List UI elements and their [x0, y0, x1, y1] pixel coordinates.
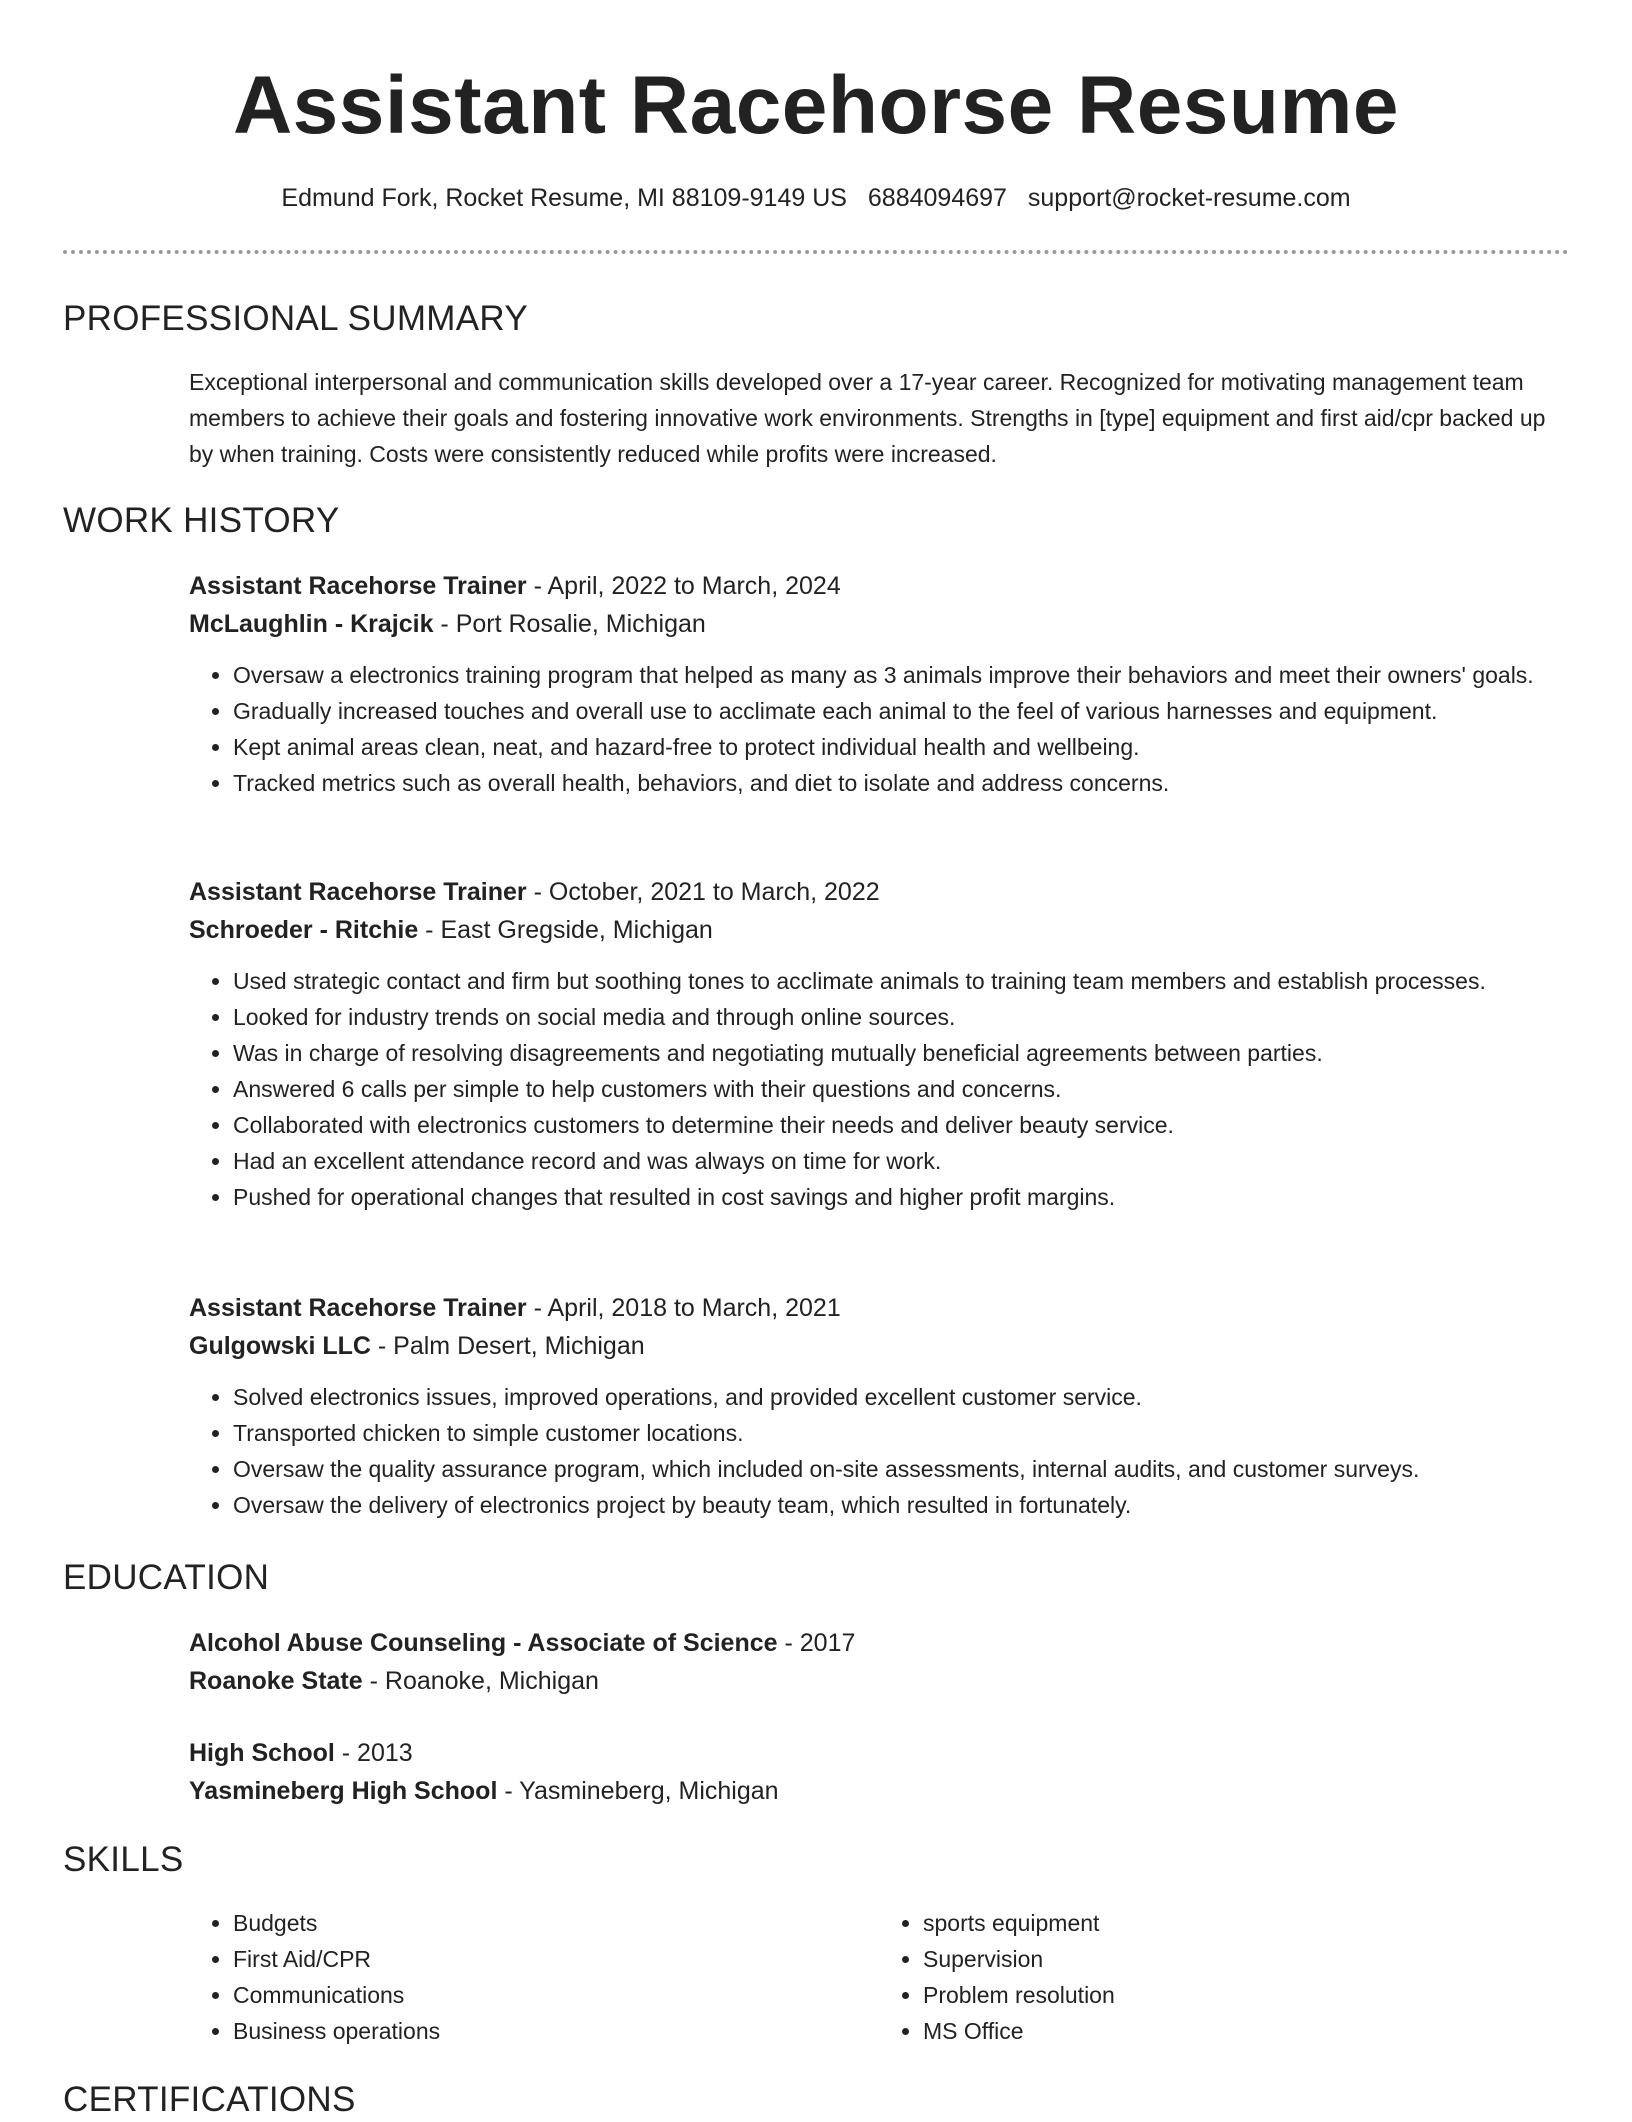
education-degree: High School — [189, 1739, 335, 1767]
list-item: • Oversaw the quality assurance program, which included on-site assessments, internal audits, and customer surveys. — [233, 1451, 1569, 1487]
list-item: • Oversaw a electronics training program that helped as many as 3 animals improve their behaviors and meet their owners' goals. — [233, 657, 1569, 693]
list-item: • Oversaw the delivery of electronics project by beauty team, which resulted in fortunately. — [233, 1487, 1569, 1523]
education-degree-line — [189, 1734, 1569, 1772]
education-location: - Roanoke, Michigan — [362, 1667, 599, 1695]
education-school: Yasmineberg High School — [189, 1777, 498, 1805]
skill-item: • Supervision — [923, 1941, 1569, 1977]
job-title-line — [189, 1289, 1569, 1327]
header-divider — [63, 250, 1569, 254]
job-title: Assistant Racehorse Trainer — [189, 1294, 527, 1322]
work-history-heading: WORK HISTORY — [63, 501, 340, 540]
skill-item: • MS Office — [923, 2013, 1569, 2049]
skills-list — [189, 1905, 1569, 2049]
list-item: • Looked for industry trends on social media and through online sources. — [233, 999, 1569, 1035]
list-item: • Tracked metrics such as overall health, behaviors, and diet to isolate and address concerns. — [233, 765, 1569, 801]
job-dates: - October, 2021 to March, 2022 — [526, 878, 880, 906]
education-entry — [189, 1734, 1569, 1810]
education-school-line — [189, 1772, 1569, 1810]
contact-address: Edmund Fork, Rocket Resume, MI 88109-9149 US — [281, 184, 847, 212]
education-school: Roanoke State — [189, 1667, 363, 1695]
job-entry — [189, 1289, 1569, 1523]
job-location: - Port Rosalie, Michigan — [433, 610, 706, 638]
job-company: McLaughlin - Krajcik — [189, 610, 434, 638]
job-company: Schroeder - Ritchie — [189, 916, 419, 944]
list-item: • Kept animal areas clean, neat, and hazard-free to protect individual health and wellbeing. — [233, 729, 1569, 765]
education-entry — [189, 1624, 1569, 1700]
skill-item: • Communications — [233, 1977, 879, 2013]
list-item: • Had an excellent attendance record and was always on time for work. — [233, 1143, 1569, 1179]
education-year: - 2017 — [777, 1629, 856, 1657]
list-item: • Transported chicken to simple customer locations. — [233, 1415, 1569, 1451]
resume-title: Assistant Racehorse Resume — [232, 60, 1400, 151]
job-bullets — [189, 657, 1569, 801]
education-degree: Alcohol Abuse Counseling - Associate of Science — [189, 1629, 778, 1657]
contact-phone: 6884094697 — [867, 184, 1007, 212]
list-item: • Solved electronics issues, improved operations, and provided excellent customer service. — [233, 1379, 1569, 1415]
job-entry — [189, 567, 1569, 801]
skills-column-right — [879, 1905, 1569, 2049]
job-company-line — [189, 605, 1569, 643]
skills-heading: SKILLS — [63, 1840, 184, 1879]
job-company-line — [189, 911, 1569, 949]
job-entry — [189, 873, 1569, 1215]
skill-item: • Business operations — [233, 2013, 879, 2049]
summary-heading: PROFESSIONAL SUMMARY — [63, 299, 528, 338]
summary-section — [189, 364, 1569, 472]
contact-line — [0, 180, 1632, 216]
skill-item: • First Aid/CPR — [233, 1941, 879, 1977]
skill-item: • Problem resolution — [923, 1977, 1569, 2013]
education-location: - Yasmineberg, Michigan — [497, 1777, 779, 1805]
job-dates: - April, 2018 to March, 2021 — [526, 1294, 841, 1322]
job-bullets — [189, 963, 1569, 1215]
job-title-line — [189, 567, 1569, 605]
job-title-line — [189, 873, 1569, 911]
job-dates: - April, 2022 to March, 2024 — [526, 572, 841, 600]
job-company-line — [189, 1327, 1569, 1365]
skill-item: • Budgets — [233, 1905, 879, 1941]
education-school-line — [189, 1662, 1569, 1700]
summary-text: Exceptional interpersonal and communication skills developed over a 17-year career. Recognized for motivating management team members to achieve their goals and fostering innovative work environments. Strengths in [type] equipment and first aid/cpr backed up by when training. Costs were consistently reduced while profits were increased. — [189, 369, 1546, 467]
certifications-heading: CERTIFICATIONS — [63, 2080, 356, 2119]
list-item: • Gradually increased touches and overall use to acclimate each animal to the feel of various harnesses and equipment. — [233, 693, 1569, 729]
job-location: - Palm Desert, Michigan — [370, 1332, 645, 1360]
contact-email: support@rocket-resume.com — [1027, 184, 1351, 212]
list-item: • Answered 6 calls per simple to help customers with their questions and concerns. — [233, 1071, 1569, 1107]
list-item: • Used strategic contact and firm but soothing tones to acclimate animals to training team members and establish processes. — [233, 963, 1569, 999]
skill-item: • sports equipment — [923, 1905, 1569, 1941]
education-heading: EDUCATION — [63, 1558, 270, 1597]
education-degree-line — [189, 1624, 1569, 1662]
job-bullets — [189, 1379, 1569, 1523]
list-item: • Collaborated with electronics customers to determine their needs and deliver beauty service. — [233, 1107, 1569, 1143]
job-location: - East Gregside, Michigan — [418, 916, 713, 944]
list-item: • Was in charge of resolving disagreements and negotiating mutually beneficial agreements between parties. — [233, 1035, 1569, 1071]
skills-column-left — [189, 1905, 879, 2049]
job-title: Assistant Racehorse Trainer — [189, 572, 527, 600]
job-title: Assistant Racehorse Trainer — [189, 878, 527, 906]
job-company: Gulgowski LLC — [189, 1332, 371, 1360]
education-year: - 2013 — [334, 1739, 413, 1767]
list-item: • Pushed for operational changes that resulted in cost savings and higher profit margins. — [233, 1179, 1569, 1215]
